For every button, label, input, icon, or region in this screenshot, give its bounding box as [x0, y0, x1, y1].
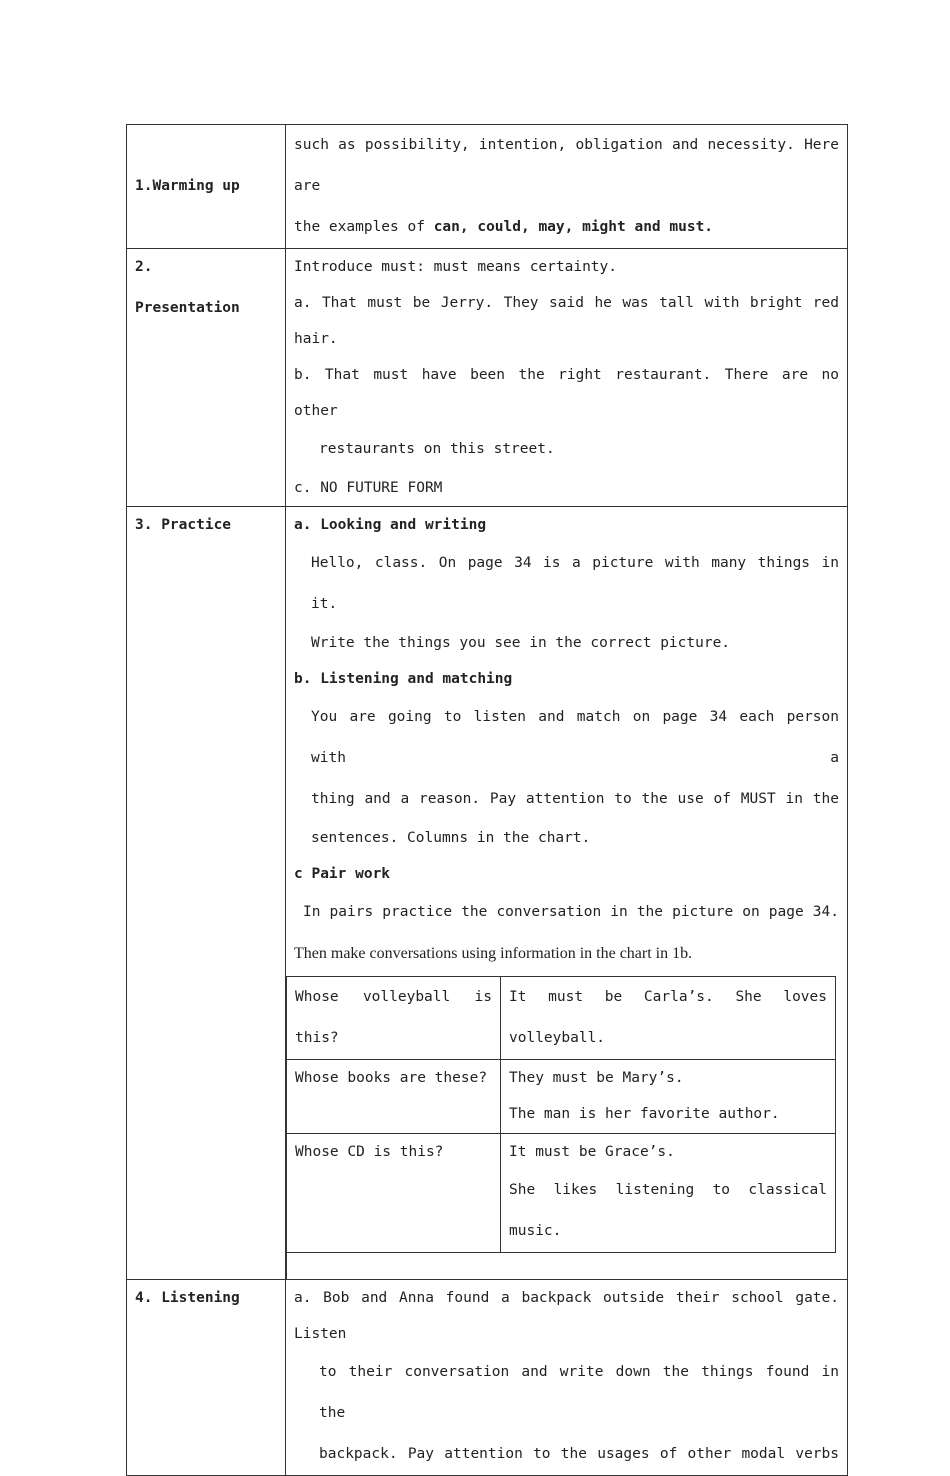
chart-answer: The man is her favorite author. — [509, 1106, 780, 1122]
row-content-cell — [286, 1280, 848, 1476]
text-line: restaurants on this street. — [319, 441, 555, 457]
modal-verbs-list: can, could, may, might and must. — [433, 219, 714, 235]
text-line: thing and a reason. Pay attention to the use of MUST in the — [311, 791, 839, 807]
chart-answer-cell — [501, 1060, 836, 1134]
row-label: 2. — [135, 259, 153, 275]
row-content-cell — [286, 249, 848, 507]
row-practice — [127, 507, 848, 1280]
chart-answer: It must be Grace’s. — [509, 1144, 675, 1160]
row-label: 4. Listening — [135, 1290, 240, 1306]
chart-table — [286, 976, 836, 1253]
text-line: the examples of can, could, may, might and must. — [294, 219, 714, 235]
text-line: c. NO FUTURE FORM — [294, 480, 443, 496]
text-line: to their conversation and write down the things found in the — [319, 1364, 839, 1421]
chart-answer: volleyball. — [509, 1030, 606, 1046]
section-heading: b. Listening and matching — [294, 671, 513, 687]
chart-row — [287, 1060, 836, 1134]
text-line: b. That must have been the right restaurant. There are no other — [294, 367, 839, 419]
text-line: Hello, class. On page 34 is a picture with many things in it. — [311, 555, 839, 612]
row-content-cell — [286, 507, 848, 1280]
chart-answer: music. — [509, 1223, 562, 1239]
row-label-cell — [127, 507, 286, 1280]
row-presentation — [127, 249, 848, 507]
row-content-cell — [286, 125, 848, 249]
section-heading: c Pair work — [294, 866, 391, 882]
lesson-plan-table — [126, 124, 848, 1476]
chart-question: Whose books are these? — [295, 1070, 488, 1086]
chart-question-cell — [287, 1134, 501, 1253]
text-line: a. That must be Jerry. They said he was tall with bright red hair. — [294, 295, 839, 347]
text-line: In pairs practice the conversation in the picture on page 34. — [303, 904, 839, 920]
row-listening — [127, 1280, 848, 1476]
row-label: 3. Practice — [135, 517, 232, 533]
section-heading: a. Looking and writing — [294, 517, 487, 533]
row-label-cell — [127, 1280, 286, 1476]
chart-row — [287, 977, 836, 1060]
text-line: backpack. Pay attention to the usages of other modal verbs — [319, 1446, 839, 1462]
text-line: a. Bob and Anna found a backpack outside their school gate. Listen — [294, 1290, 839, 1342]
row-label-cell — [127, 249, 286, 507]
chart-question-cell — [287, 1060, 501, 1134]
chart-question: Whose volleyball is — [295, 989, 492, 1005]
text-line: Introduce must: must means certainty. — [294, 259, 618, 275]
chart-answer-cell — [501, 1134, 836, 1253]
chart-question-cell — [287, 977, 501, 1060]
text-line: such as possibility, intention, obligation and necessity. Here are — [294, 137, 839, 194]
text-line: You are going to listen and match on page 34 each person with a — [311, 709, 839, 766]
chart-question: this? — [295, 1030, 339, 1046]
text-line: Then make conversations using information in the chart in 1b. — [294, 945, 693, 962]
text-line: sentences. Columns in the chart. — [311, 830, 591, 846]
row-label: Presentation — [135, 300, 240, 316]
chart-row — [287, 1134, 836, 1253]
chart-answer: She likes listening to classical — [509, 1182, 827, 1198]
row-label-cell — [127, 125, 286, 249]
chart-answer-cell — [501, 977, 836, 1060]
row-warming-up — [127, 125, 848, 249]
chart-question: Whose CD is this? — [295, 1144, 444, 1160]
row-label: 1.Warming up — [135, 178, 240, 194]
text-line: Write the things you see in the correct picture. — [311, 635, 731, 651]
chart-answer: They must be Mary’s. — [509, 1070, 684, 1086]
chart-answer: It must be Carla’s. She loves — [509, 989, 827, 1005]
